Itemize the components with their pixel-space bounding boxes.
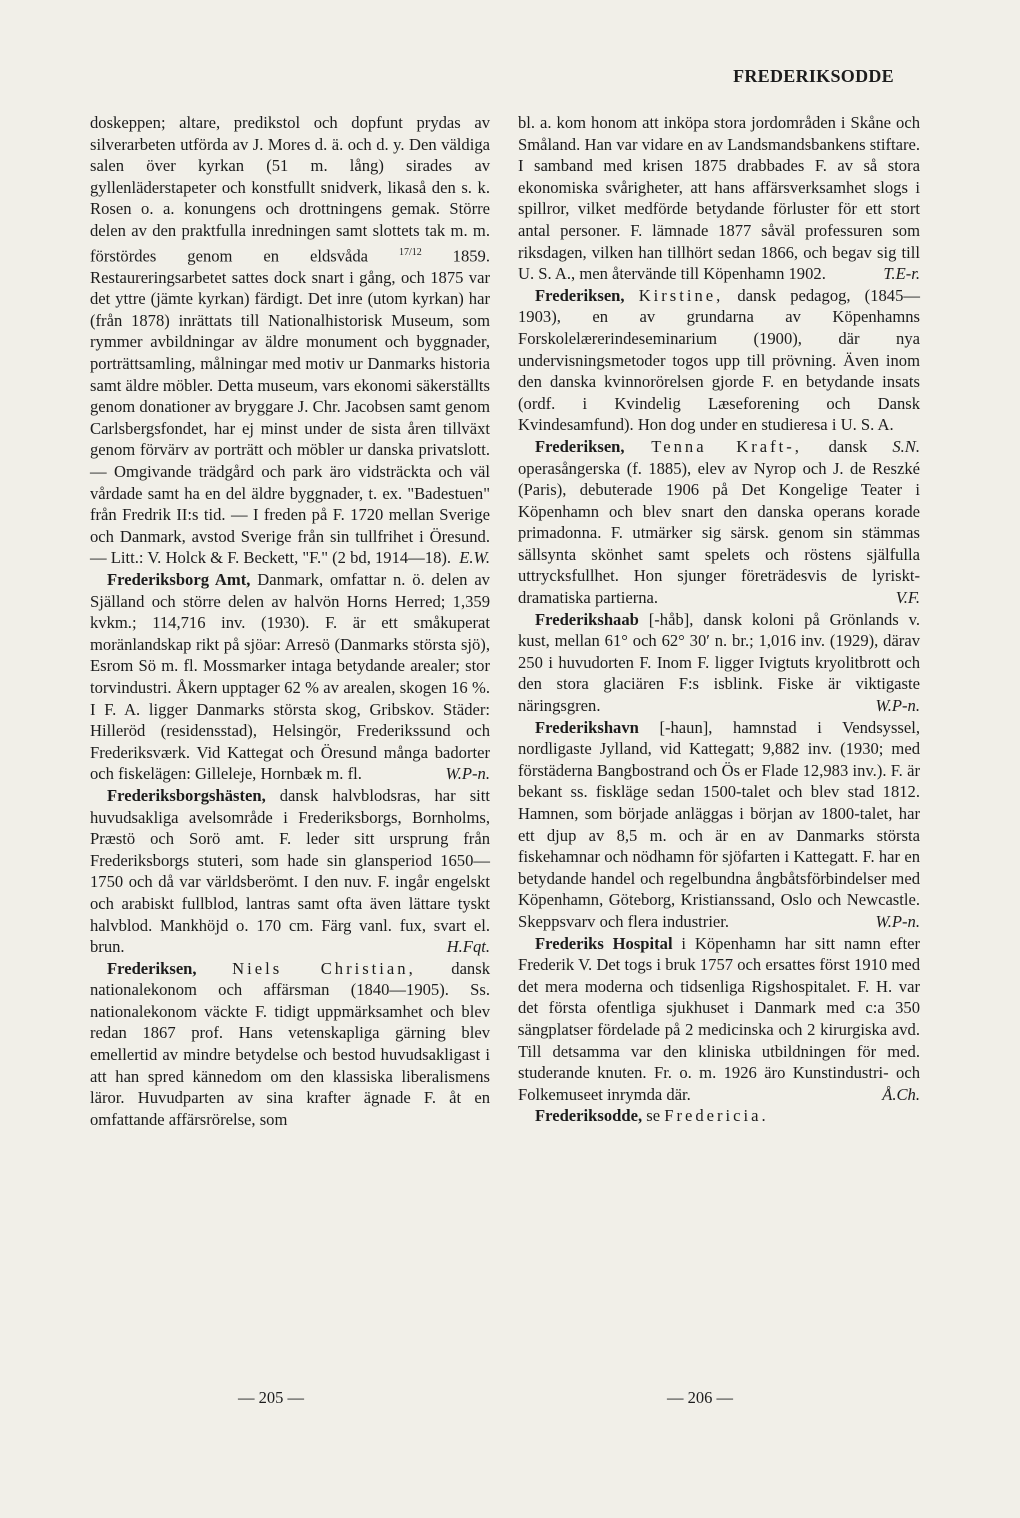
entry-text: dansk pedagog, (1845—1903), en av grundarna av Köpenhamns Forskolelærerindeseminarium (1900), där nya undervisningsmetoder togos upp till prövning. Även inom den danska kvinnorörelsen gjorde F. en betydande insats (ordf. i Kvindelig Læseforening och Dansk Kvindesamfund). Hon dog under en studieresa i U. S. A. xyxy=(518,285,920,435)
entry-headword: Frederiksborgshästen, xyxy=(107,785,266,805)
author-signature: W.P-n. xyxy=(445,764,490,784)
author-signature: V.F. xyxy=(895,588,920,608)
entry-text: i Köpenhamn har sitt namn efter Frederik V. Det togs i bruk 1757 och ersattes först 1910 med det mera moderna och tidsenliga Rigshospitalet. F. H. var det första ofentliga sjukhuset i Danmark med c:a 350 sängplatser fördelade på 2 medicinska och 2 kirurgiska avd. Till detsamma var den kliniska utbildningen för med. studerande knuten. Fr. o. m. 1926 äro Kunstindustri- och Folkemuseet inrymda där. xyxy=(518,933,921,1104)
entry-person-name: Niels Christian, xyxy=(232,958,416,978)
entry-headword: Frederiksen, xyxy=(535,285,625,305)
author-signature: H.Fqt. xyxy=(446,937,490,957)
date-superscript: 17/12 xyxy=(398,246,422,258)
entry-frederiks-hospital xyxy=(518,933,920,1106)
entry-text: 1859. Restaureringsarbetet sattes dock snart i gång, och 1875 var det yttre (jämte kyrkan) färdigt. Det inre (utom kyrkan) har (från 1878) inrättats till Nationalhistorisk Museum, som rymmer avbildningar av äldre monument och byggnader, porträttsamling, målningar med motiv ur Danmarks historia samt äldre möbler. Detta museum, vars ekonomi säkerställts genom donationer av bryggare J. Chr. Jacobsen samt genom Carlsbergsfondet, har ej minst under de sista åren tillväxt genom förvärv av porträtt och möbler ur danska privatslott. — Omgivande trädgård och park äro vidsträckta och väl vårdade samt ha en del äldre byggnader, t. ex. "Badestuen" från Fredrik II:s tid. — I freden på F. 1720 mellan Sverige och Danmark, avstod Sverige från sin tullfrihet i Öresund. — Litt.: V. Holck & F. Beckett, "F." (2 bd, 1914—18). xyxy=(90,246,490,568)
entry-headword: Frederiksborg Amt, xyxy=(107,570,251,589)
author-signature: T.E-r. xyxy=(883,264,920,284)
entry-frederiksen-tenna xyxy=(518,436,920,609)
author-signature: Å.Ch. xyxy=(882,1084,920,1104)
right-column xyxy=(518,112,920,1127)
entry-headword: Frederiksen, xyxy=(107,958,197,978)
entry-headword: Frederikshaab xyxy=(535,609,639,629)
entry-continuation xyxy=(518,112,920,285)
author-signature: S.N. xyxy=(892,436,920,456)
entry-headword: Frederiksodde, xyxy=(535,1106,643,1126)
entry-text: se xyxy=(642,1106,665,1126)
entry-text: doskeppen; altare, predikstol och dopfunt prydas av silverarbeten utförda av J. Mores d. ä. och d. y. Den väldiga salen över kyrkan (51 m. lång) sirades av gyllenläderstapeter och konstfullt snidverk, likaså den s. k. Rosen o. a. konungens och drottningens gemak. Större delen av den praktfulla inredningen samt slottets tak m. m. förstördes genom en eldsvåda xyxy=(90,113,490,266)
entry-frederiksen-niels xyxy=(90,958,490,1131)
entry-frederikshaab xyxy=(518,609,920,717)
entry-text: [-haun], hamnstad i Vendsyssel, nordligaste Jylland, vid Kattegatt; 9,882 inv. (1930; med förstäderna Bangbostrand och Ös er Flade 12,983 inv.). F. är bekant ss. fiskläge sedan 1500-talet och blev stad 1812. Hamnen, som började anläggas i början av 1800-talet, har ett djup av 8,5 m. och är en av Danmarks största fiskehamnar och nödhamn för sjöfarten i Kattegatt. F. har en betydande handel och regelbundna ångbåtsförbindelser med Köpenhamn, Göteborg, Kristianssand, Oslo och Newcastle. Skeppsvarv och flera industrier. xyxy=(518,717,920,931)
entry-headword: Frederikshavn xyxy=(535,717,639,737)
entry-continuation xyxy=(90,112,490,569)
entry-frederiksodde xyxy=(518,1105,920,1127)
entry-frederiksborgshasten xyxy=(90,785,490,958)
author-signature: W.P-n. xyxy=(875,911,920,931)
running-title: FREDERIKSODDE xyxy=(733,66,894,86)
page-number-left: — 205 — xyxy=(238,1388,304,1407)
entry-text: dansk halvblodsras, har sitt huvudsakliga avelsområde i Frederiksborgs, Bornholms, Præstö och Sorö amt. F. leder sitt ursprung från Frederiksborgs stuteri, som hade sin glansperiod 1650—1750 och då var världsberömt. I den nuv. F. ingår engelskt och arabiskt fullblod, lantras samt ofta även lättare tyskt halvblod. Mankhöjd o. 170 cm. Färg vanl. fux, svart el. brun. xyxy=(90,785,490,957)
entry-headword: Frederiksen, xyxy=(535,436,625,456)
entry-text: dansk operasångerska (f. 1885), elev av Nyrop och J. de Reszké (Paris), debuterade 1906 på Det Kongelige Teater i Köpenhamn och blev snart den danska operans korade primadonna. F. utmärker sig särsk. genom sin stämmas sällsynta skönhet samt spelets och röstens själfulla uttrycksfullhet. Hon sjunger företrädesvis de lyriskt-dramatiska partierna. xyxy=(518,436,920,608)
entry-text: [-håb], dansk koloni på Grönlands v. kust, mellan 61° och 62° 30′ n. br.; 1,016 inv. (1929), därav 250 i huvudorten F. Inom F. ligger Ivigtuts kryolitbrott och den stora glaciären F:s isblink. Fiske är viktigaste näringsgren. xyxy=(518,609,920,716)
entry-frederikshavn xyxy=(518,717,920,933)
page-number-right: — 206 — xyxy=(667,1388,733,1407)
cross-reference: Fredericia. xyxy=(664,1106,769,1126)
entry-headword: Frederiks Hospital xyxy=(535,933,673,953)
left-column xyxy=(90,112,490,1130)
entry-text: Danmark, omfattar n. ö. delen av Själland och större delen av halvön Horns Herred; 1,359 kvkm.; 114,716 inv. (1930). F. är ett småkuperat moränlandskap rikt på sjöar: Arresö (Danmarks största sjö), Esrom Sö m. fl. Mossmarker intaga betydande arealer; stor torvindustri. Åkern upptager 62 % av arealen, skogen 16 %. I F. A. ligger Danmarks största skog, Gribskov. Städer: Hilleröd (residensstad), Helsingör, Frederikssund och Frederiksværk. Vid Kattegat och Öresund många badorter och fiskelägen: Gilleleje, Hornbæk m. fl. xyxy=(90,570,490,784)
entry-text: dansk nationalekonom och affärsman (1840—1905). Ss. nationalekonom väckte F. tidigt uppmärksamhet och blev redan 1867 prof. Hans vetenskapliga gärning blev emellertid av mindre betydelse och bestod huvudsakligast i att han spred kännedom om den klassiska liberalismens läror. Huvudparten av sina krafter ägnade F. åt en omfattande affärsrörelse, som xyxy=(90,958,490,1129)
entry-person-name: Kirstine, xyxy=(638,285,724,305)
author-signature: W.P-n. xyxy=(875,696,920,716)
entry-text: bl. a. kom honom att inköpa stora jordområden i Skåne och Småland. Han var vidare en av Landsmandsbankens stiftare. I samband med krisen 1875 drabbades F. av så stora ekonomiska svårigheter, att hans affärsverksamhet slogs i spillror, vilket medförde betydande förluster för ett stort antal personer. F. lämnade 1877 såväl professuren som riksdagen, vilken han tillhört sedan 1866, och begav sig till U. S. A., men återvände till Köpenhamn 1902. xyxy=(518,113,920,284)
author-signature: E.W. xyxy=(459,548,490,568)
entry-frederiksborg-amt xyxy=(90,569,490,785)
entry-person-name: Tenna Kraft-, xyxy=(651,436,802,456)
